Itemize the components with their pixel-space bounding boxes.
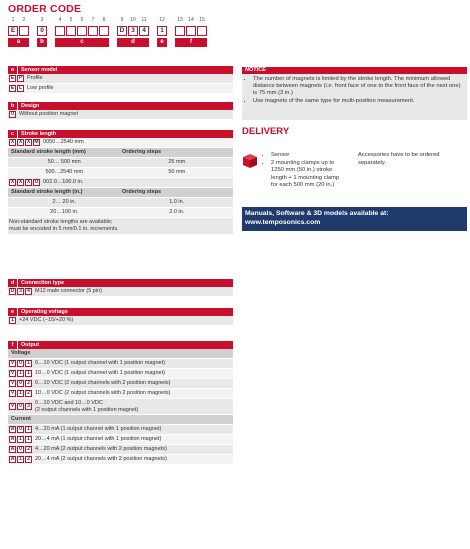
notice-header: NOTICE [242, 67, 467, 74]
option-text: M12 male connector (5 pin) [35, 288, 102, 294]
code-row [8, 110, 233, 120]
option-text: 0…10 VDC and 10…0 VDC (2 output channels with 1 position magnet) [35, 400, 139, 413]
stroke-note [8, 218, 233, 235]
code-box: 4 [25, 288, 32, 295]
group-label-f: f [175, 38, 207, 47]
code-box: X [18, 139, 23, 145]
position-number: 14 [188, 17, 194, 23]
code-row [8, 316, 233, 326]
subheader-label: Current [11, 416, 31, 422]
table-cell: 500…2540 mm [45, 169, 84, 175]
in-table-header [8, 188, 233, 198]
code-box: V [10, 360, 15, 366]
code-box: 1 [17, 390, 24, 397]
group-label-b: b [37, 38, 47, 47]
manuals-text: Manuals, Software & 3D models available at: [245, 210, 389, 217]
table-cell: 25 mm [168, 159, 186, 165]
code-box: 0 [17, 403, 24, 410]
position-number: 11 [141, 17, 147, 23]
code-cell [55, 26, 65, 36]
option-text: 10…0 VDC (2 output channels with 2 position magnets) [35, 390, 171, 396]
note-line: must be encoded in 5 mm/0.1 in. increments. [9, 225, 119, 232]
option-text: 20…4 mA (2 output channels with 2 position magnets) [35, 456, 167, 462]
code-box: X [26, 179, 31, 185]
note-line: Non-standard stroke lengths are available; [9, 219, 113, 225]
code-cell [175, 26, 185, 36]
code-box: X [10, 179, 15, 185]
code-cell [197, 26, 207, 36]
position-number: 10 [130, 17, 136, 23]
code-box: M [34, 139, 39, 145]
position-number: 9 [120, 17, 124, 23]
code-cell [66, 26, 76, 36]
option-text: 20…4 mA (1 output channel with 1 position magnet) [35, 436, 162, 442]
code-box: E [10, 75, 15, 81]
position-number: 2 [22, 17, 26, 23]
code-row [8, 84, 233, 94]
code-box: 0 [17, 380, 24, 387]
section-title: Connection type [21, 280, 65, 286]
position-number: 7 [91, 17, 95, 23]
code-box: U [34, 179, 39, 185]
code-box: 1 [25, 436, 32, 443]
position-number: 12 [159, 17, 165, 23]
accessories-note: Accessories have to be ordered separately. [358, 152, 440, 166]
section-b [8, 102, 233, 120]
header-cell: Ordering steps [122, 189, 162, 195]
option-text: 10…0 VDC (1 output channel with 1 position magnet) [35, 370, 165, 376]
header-cell: Standard stroke length (mm) [11, 149, 86, 155]
voltage-subheader [8, 349, 233, 359]
code-cell: 3 [128, 26, 138, 36]
manuals-banner [242, 207, 467, 231]
code-box: X [18, 179, 23, 185]
code-cell [19, 26, 29, 36]
position-number: 8 [102, 17, 106, 23]
code-box: D [10, 288, 15, 294]
code-row [8, 425, 233, 435]
code-row [8, 399, 233, 415]
code-box: 1 [17, 370, 24, 377]
code-cell: 1 [157, 26, 167, 36]
code-row [8, 369, 233, 379]
section-f [8, 341, 233, 465]
position-number: 4 [58, 17, 62, 23]
code-box: L [18, 85, 23, 91]
mm-table-header [8, 148, 233, 158]
section-title: Stroke length [21, 131, 57, 137]
code-box: V [10, 403, 15, 409]
header-cell: Standard stroke length (in.) [11, 189, 83, 195]
code-box: V [10, 380, 15, 386]
section-title: Operating voltage [21, 309, 68, 315]
option-text: Low profile [27, 85, 54, 91]
code-cell: 0 [37, 26, 47, 36]
section-e [8, 308, 233, 326]
code-row [8, 287, 233, 297]
code-row [8, 389, 233, 399]
position-number: 5 [69, 17, 73, 23]
table-row [8, 198, 233, 208]
position-number: 15 [199, 17, 205, 23]
table-row [8, 158, 233, 168]
code-box: 2 [25, 390, 32, 397]
code-box: V [10, 390, 15, 396]
code-box: A [10, 426, 15, 432]
code-box: A [10, 436, 15, 442]
code-box: X [26, 139, 31, 145]
code-box: 1 [17, 436, 24, 443]
section-key: f [8, 341, 18, 349]
delivery-list [262, 152, 340, 190]
code-box: A [10, 446, 15, 452]
code-cell [99, 26, 109, 36]
code-box: 3 [25, 403, 32, 410]
position-number: 6 [80, 17, 84, 23]
table-cell: 50… 500 mm [47, 159, 81, 165]
group-label-e: e [157, 38, 167, 47]
code-box: 1 [9, 317, 16, 324]
code-cell [88, 26, 98, 36]
option-text: Without position magnet [19, 111, 79, 117]
table-cell: 2… 20 in. [52, 199, 77, 205]
group-label-c: c [55, 38, 109, 47]
code-box: 0 [17, 446, 24, 453]
table-cell: 1.0 in. [169, 199, 185, 205]
section-d [8, 279, 233, 297]
manuals-link[interactable]: www.temposonics.com [245, 218, 321, 226]
delivery-title: DELIVERY [242, 126, 290, 137]
code-box: 2 [25, 456, 32, 463]
group-label-a: a [8, 38, 29, 47]
code-row [8, 379, 233, 389]
code-box: 2 [25, 446, 32, 453]
code-box: E [10, 85, 15, 91]
section-key: e [8, 308, 18, 316]
code-box: P [18, 75, 23, 81]
section-key: c [8, 130, 18, 138]
option-text: 0050…2540 mm [43, 139, 84, 145]
code-box: 0 [9, 111, 16, 118]
code-row [8, 455, 233, 465]
notice-body [242, 74, 467, 120]
section-title: Sensor model [21, 67, 58, 73]
delivery-item: • 2 mounting clamps up to 1250 mm (50 in.) stroke length + 1 mounting clamp for each 500 mm (20 in.) [271, 160, 340, 190]
code-box: 1 [25, 370, 32, 377]
code-box: 1 [25, 426, 32, 433]
option-text: 0…10 VDC (2 output channels with 2 position magnets) [35, 380, 171, 386]
code-cell [186, 26, 196, 36]
table-row [8, 208, 233, 218]
mm-code-row [8, 138, 233, 148]
section-a [8, 66, 233, 94]
option-text: +24 VDC (−15/+20 %) [19, 317, 74, 323]
option-text: Profile [27, 75, 43, 81]
delivery-item: • Sensor [271, 152, 340, 160]
code-cell: D [117, 26, 127, 36]
section-title: Design [21, 103, 40, 109]
table-cell: 20…100 in. [50, 209, 79, 215]
option-text: 4…20 mA (2 output channels with 2 position magnets) [35, 446, 167, 452]
notice-item: • The number of magnets is limited by the stroke length. The minimum allowed distance between magnets (i.e. front face of one to the front face of the next one) is 75 mm (3 in.) [253, 76, 464, 98]
table-cell: 2.0 in. [169, 209, 185, 215]
code-row [8, 359, 233, 369]
position-number: 1 [11, 17, 15, 23]
in-code-row [8, 178, 233, 188]
code-box: 3 [17, 288, 24, 295]
code-cell: E [8, 26, 18, 36]
box-icon [242, 153, 258, 174]
code-box: 0 [17, 360, 24, 367]
table-row [8, 168, 233, 178]
subheader-label: Voltage [11, 350, 31, 356]
option-text: 4…20 mA (1 output channel with 1 position magnet) [35, 426, 162, 432]
option-text: 0…10 VDC (1 output channel with 1 position magnet) [35, 360, 165, 366]
position-number: 13 [177, 17, 183, 23]
page-title: ORDER CODE [8, 3, 82, 15]
table-cell: 50 mm [168, 169, 186, 175]
section-key: b [8, 102, 18, 110]
code-row [8, 74, 233, 84]
option-text: 002.0…100.0 in. [43, 179, 84, 185]
header-cell: Ordering steps [122, 149, 162, 155]
section-title: Output [21, 342, 40, 348]
code-box: 1 [17, 456, 24, 463]
code-box: 1 [25, 360, 32, 367]
code-row [8, 435, 233, 445]
position-number: 3 [40, 17, 44, 23]
code-box: V [10, 370, 15, 376]
section-c [8, 130, 233, 235]
code-box: 2 [25, 380, 32, 387]
group-label-d: d [117, 38, 149, 47]
section-key: a [8, 66, 18, 74]
section-key: d [8, 279, 18, 287]
code-box: X [10, 139, 15, 145]
code-row [8, 445, 233, 455]
code-cell: 4 [139, 26, 149, 36]
notice-item: • Use magnets of the same type for multi-position measurement. [253, 98, 464, 105]
code-box: 0 [17, 426, 24, 433]
code-cell [77, 26, 87, 36]
current-subheader [8, 415, 233, 425]
code-box: A [10, 456, 15, 462]
